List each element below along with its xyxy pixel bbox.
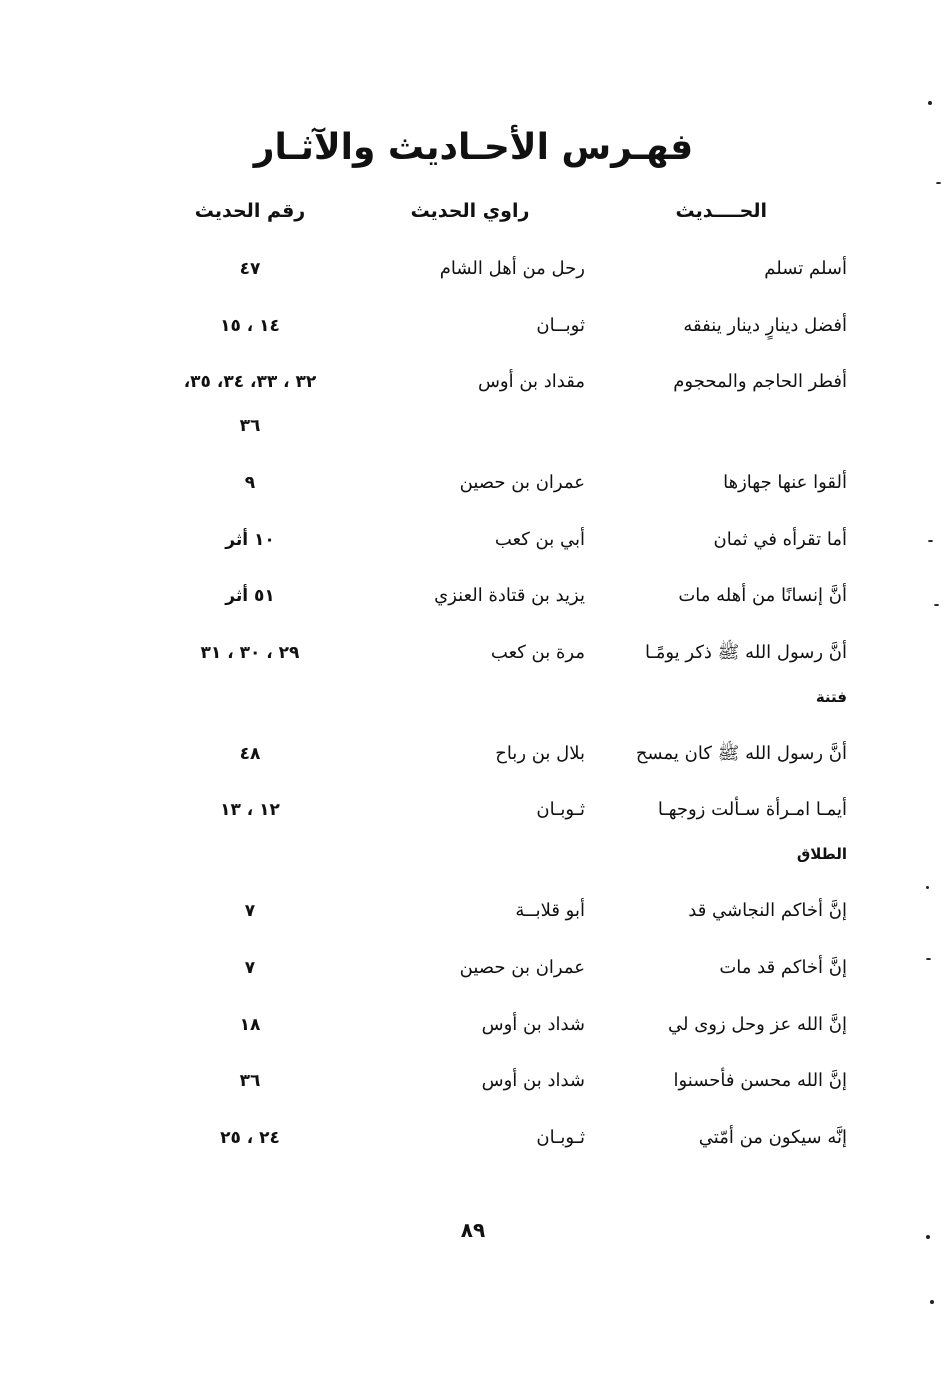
- scan-speck: [928, 540, 933, 542]
- index-row: [0, 633, 947, 673]
- scan-speck: [930, 1300, 934, 1304]
- index-row: [0, 463, 947, 503]
- hadith-text: أنَّ رسول الله ﷺ ذكر يومًـا: [644, 642, 847, 663]
- scan-speck: [926, 1235, 930, 1239]
- hadith-text: إنَّ الله محسن فأحسنوا: [673, 1070, 847, 1091]
- hadith-text: أنَّ رسول الله ﷺ كان يمسح: [635, 743, 847, 764]
- index-row: [0, 790, 947, 830]
- hadith-narrator: مقداد بن أوس: [477, 371, 585, 392]
- hadith-narrator: يزيد بن قتادة العنزي: [434, 585, 585, 606]
- hadith-narrator: بلال بن رباح: [495, 743, 585, 764]
- column-header-number: رقم الحديث: [194, 200, 306, 222]
- hadith-number: ١٤ ، ١٥: [220, 316, 280, 336]
- index-row: [0, 306, 947, 346]
- scan-speck: [928, 101, 932, 105]
- index-row: [0, 1061, 947, 1101]
- column-header-hadith: الحــــديث: [675, 200, 767, 222]
- hadith-narrator: أبي بن كعب: [494, 529, 585, 550]
- hadith-number: ٤٨: [239, 744, 261, 764]
- hadith-text-continuation: فتنة: [815, 688, 847, 706]
- hadith-narrator: شداد بن أوس: [481, 1014, 585, 1035]
- scan-speck: [926, 886, 929, 889]
- hadith-text: أنَّ إنسانًا من أهله مات: [678, 585, 847, 606]
- hadith-narrator: رحل من أهل الشام: [439, 258, 585, 279]
- scan-speck: [926, 958, 931, 960]
- page-title: فهـرس الأحـاديث والآثـار: [253, 127, 694, 168]
- hadith-narrator: عمران بن حصين: [459, 957, 585, 978]
- hadith-number: ٢٩ ، ٣٠ ، ٣١: [200, 643, 300, 663]
- index-row: [0, 249, 947, 289]
- index-row: [0, 520, 947, 560]
- hadith-narrator: ثوبــان: [536, 315, 585, 336]
- hadith-narrator: ثـوبـان: [536, 1127, 585, 1148]
- index-row: [0, 734, 947, 774]
- hadith-number-continuation: ٣٦: [239, 416, 261, 436]
- hadith-narrator: أبو قلابــة: [515, 900, 585, 921]
- hadith-text: أسلم تسلم: [764, 258, 847, 279]
- hadith-text: إنَّ أخاكم النجاشي قد: [688, 900, 847, 921]
- hadith-narrator: عمران بن حصين: [459, 472, 585, 493]
- hadith-number: ٩: [244, 473, 256, 493]
- hadith-text: إنَّه سيكون من أمّتي: [698, 1127, 847, 1148]
- hadith-number: ٧: [244, 958, 256, 978]
- hadith-text: ألقوا عنها جهازها: [723, 472, 847, 493]
- hadith-number: ١٨: [239, 1015, 261, 1035]
- hadith-number: ١٢ ، ١٣: [220, 800, 280, 820]
- hadith-number: ٧: [244, 901, 256, 921]
- column-header-narrator: راوي الحديث: [410, 200, 530, 222]
- hadith-number: ٤٧: [239, 259, 261, 279]
- hadith-text: إنَّ أخاكم قد مات: [719, 957, 847, 978]
- page-number: ٨٩: [460, 1218, 486, 1242]
- hadith-text: أيمـا امـرأة سـألت زوجهـا: [657, 799, 847, 820]
- hadith-text: أما تقرأه في ثمان: [713, 529, 847, 550]
- index-row: [0, 948, 947, 988]
- index-row: [0, 891, 947, 931]
- index-row: [0, 362, 947, 402]
- hadith-text: إنَّ الله عز وحل زوى لي: [667, 1014, 847, 1035]
- hadith-number: ٥١ أثر: [225, 586, 275, 606]
- hadith-number: ٣٢ ، ٣٣، ٣٤، ٣٥،: [183, 372, 317, 392]
- hadith-text: أفضل دينارٍ دينار ينفقه: [683, 315, 847, 336]
- hadith-narrator: مرة بن كعب: [490, 642, 585, 663]
- hadith-number: ١٠ أثر: [225, 530, 275, 550]
- hadith-narrator: ثـوبـان: [536, 799, 585, 820]
- index-row: [0, 1005, 947, 1045]
- hadith-number: ٢٤ ، ٢٥: [220, 1128, 280, 1148]
- hadith-narrator: شداد بن أوس: [481, 1070, 585, 1091]
- scan-speck: [936, 182, 941, 184]
- hadith-text: أفطر الحاجم والمحجوم: [673, 371, 847, 392]
- hadith-text-continuation: الطلاق: [796, 845, 847, 863]
- index-row: [0, 1118, 947, 1158]
- scan-speck: [934, 604, 939, 606]
- hadith-number: ٣٦: [239, 1071, 261, 1091]
- index-row: [0, 576, 947, 616]
